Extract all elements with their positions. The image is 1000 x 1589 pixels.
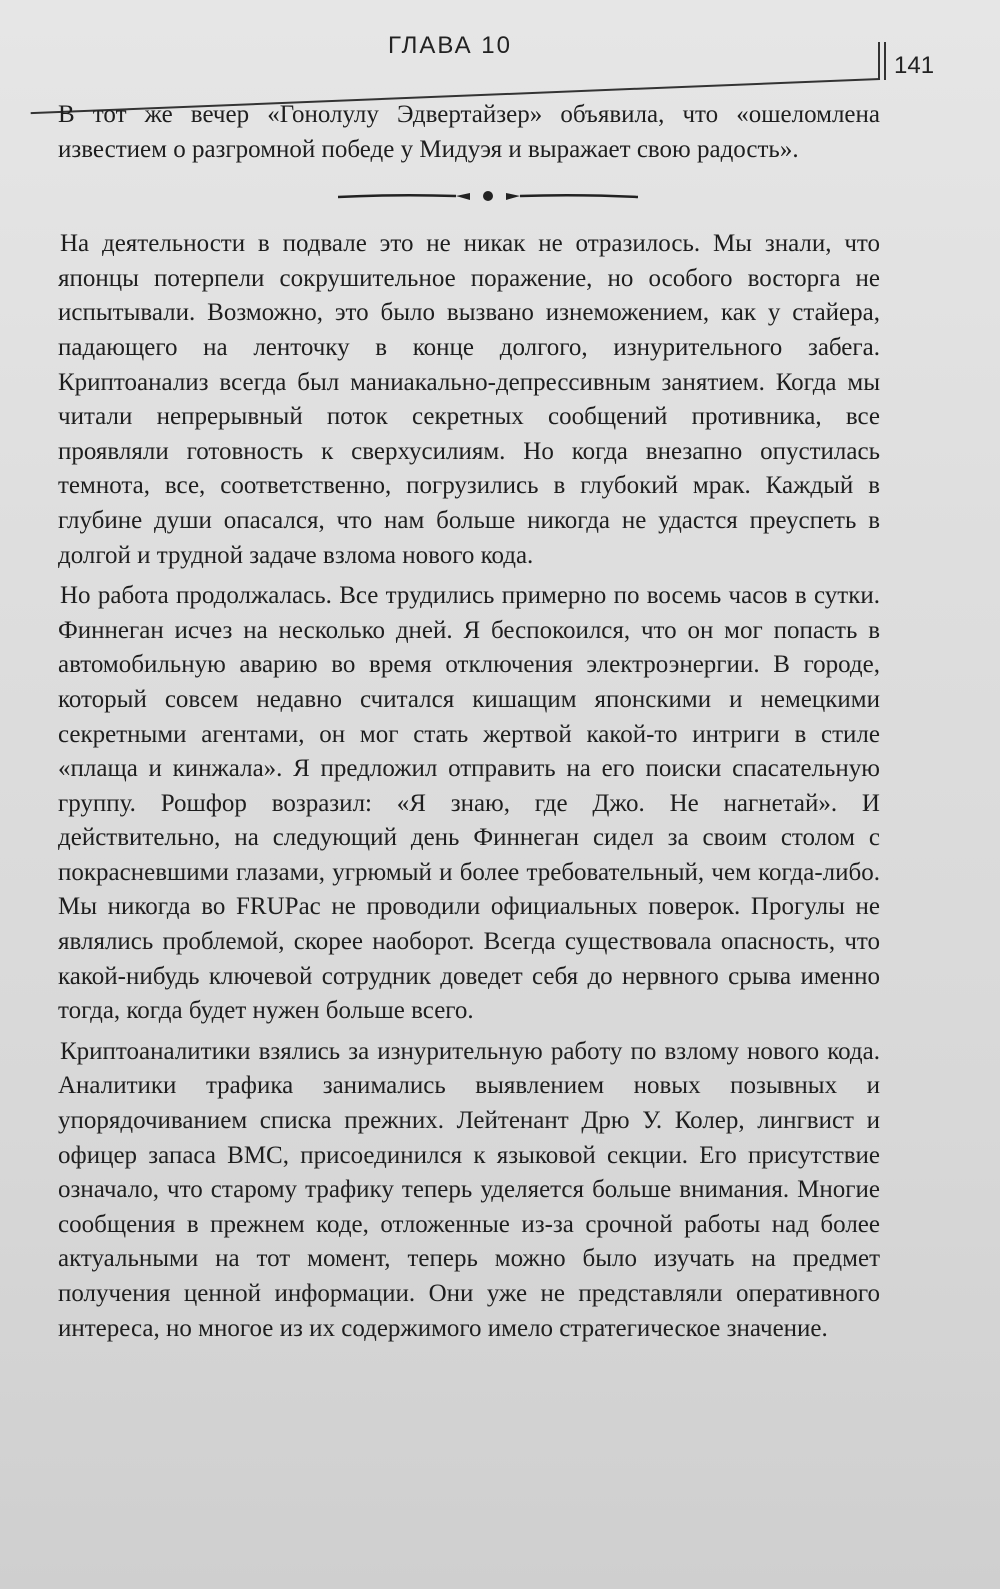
paragraph: Но работа продолжалась. Все трудились примерно по восемь часов в сутки. Финнеган исчез на несколько дней. Я беспокоился, что он мог попасть в автомобильную аварию во время отключения электроэнергии. В городе, который совсем недавно считался кишащим японскими и немецкими секретными агентами, он мог стать жертвой какой-то интриги в стиле «плаща и кинжала». Я предложил отправить на его поиски спасательную группу. Рошфор возразил: «Я знаю, где Джо. Не нагнетай». И действительно, на следующий день Финнеган сидел за своим столом с покрасневшими глазами, угрюмый и более требовательный, чем когда-либо. Мы никогда во FRUPac не проводили официальных поверок. Прогулы не являлись проблемой, скорее наоборот. Всегда существовала опасность, что какой-нибудь ключевой сотрудник доведет себя до нервного срыва именно тогда, когда будет нужен больше всего. bbox=[58, 582, 880, 1025]
chapter-title: ГЛАВА 10 bbox=[388, 32, 512, 59]
section-divider-ornament bbox=[58, 167, 880, 227]
paragraph: На деятельности в подвале это не никак не отразилось. Мы знали, что японцы потерпели сокрушительное поражение, но особого восторга не испытывали. Возможно, это было вызвано изнеможением, как у стайера, падающего на ленточку в конце долгого, изнурительного забега. Криптоанализ всегда был маниакально-депрессивным занятием. Когда мы читали непрерывный поток секретных сообщений противника, все проявляли готовность к сверхусилиям. Но когда внезапно опустилась темнота, все, соответственно, погрузились в глубокий мрак. Каждый в глубине души опасался, что нам больше никогда не удастся преуспеть в долгой и трудной задаче взлома нового кода. bbox=[58, 230, 880, 569]
page-number: 141 bbox=[894, 52, 935, 79]
ornament-icon bbox=[338, 185, 638, 209]
paragraph: Криптоаналитики взялись за изнурительную работу по взлому нового кода. Аналитики трафика занимались выявлением новых позывных и упорядочиванием списка прежних. Лейтенант Дрю У. Колер, лингвист и офицер запаса ВМС, присоединился к языковой секции. Его присутствие означало, что старому трафику теперь уделяется больше внимания. Многие сообщения в прежнем коде, отложенные из-за срочной работы над более актуальными на тот момент, теперь можно было изучать на предмет получения ценной информации. Они уже не представляли оперативного интереса, но многое из их содержимого имело стратегическое значение. bbox=[58, 1037, 880, 1342]
running-header bbox=[30, 28, 935, 88]
header-divider-bar bbox=[884, 42, 886, 80]
paragraph: В тот же вечер «Гонолулу Эдвертайзер» объявила, что «ошеломлена известием о разгромной победе у Мидуэя и выражает свою радость». bbox=[58, 101, 880, 163]
body-text bbox=[58, 98, 880, 1346]
header-divider-bar bbox=[878, 42, 880, 80]
